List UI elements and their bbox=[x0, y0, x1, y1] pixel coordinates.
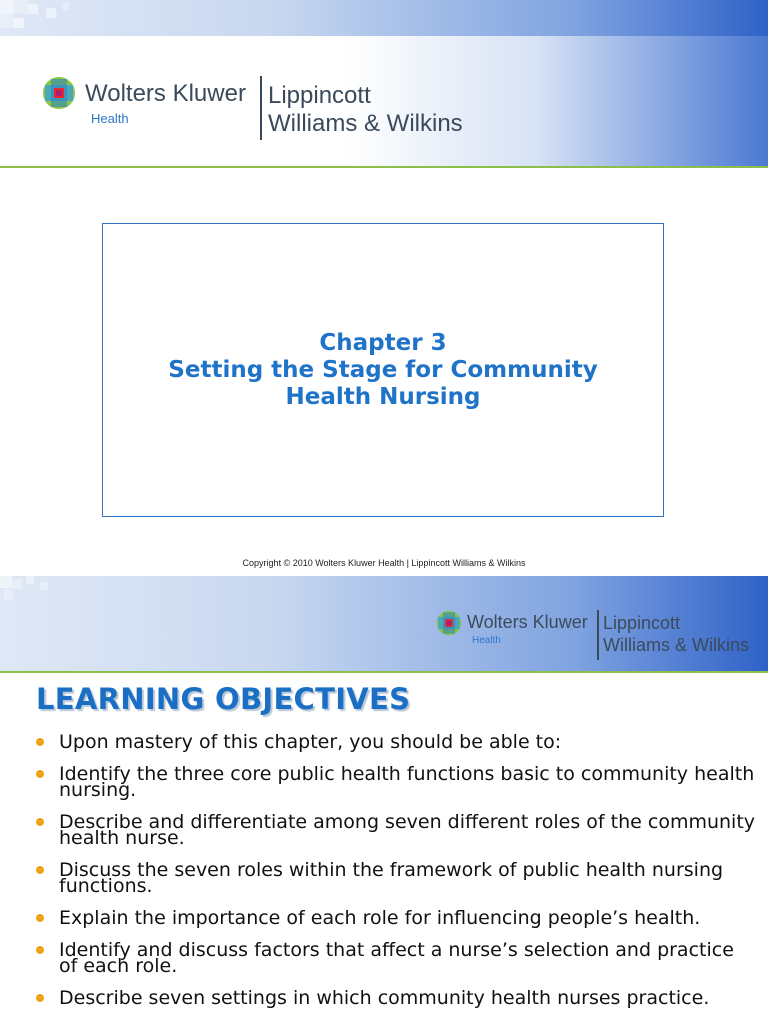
bullet-dot-icon bbox=[36, 946, 44, 954]
bullet-dot-icon bbox=[36, 866, 44, 874]
header-divider bbox=[0, 671, 768, 673]
wolters-kluwer-globe-icon bbox=[42, 76, 76, 110]
logo-divider bbox=[260, 76, 262, 140]
list-item: Describe seven settings in which community health nurses practice. bbox=[36, 990, 756, 1006]
list-item: Identify and discuss factors that affect a nurse’s selection and practice of each role. bbox=[36, 942, 756, 974]
publisher-logo bbox=[42, 76, 502, 146]
bullet-dot-icon bbox=[36, 738, 44, 746]
list-item: Identify the three core public health functions basic to community health nursing. bbox=[36, 766, 756, 798]
list-item: Describe and differentiate among seven different roles of the community health nurse. bbox=[36, 814, 756, 846]
list-item: Discuss the seven roles within the framework of public health nursing functions. bbox=[36, 862, 756, 894]
bullet-dot-icon bbox=[36, 770, 44, 778]
bullet-dot-icon bbox=[36, 818, 44, 826]
imprint-line1: Lippincott bbox=[603, 613, 681, 633]
top-gradient-band bbox=[0, 0, 768, 36]
bullet-dot-icon bbox=[36, 914, 44, 922]
header-divider bbox=[0, 166, 768, 168]
chapter-title-line2: Health Nursing bbox=[285, 383, 481, 410]
objectives-list bbox=[36, 731, 756, 1022]
brand-name: Wolters Kluwer bbox=[467, 612, 588, 632]
imprint-line2: Williams & Wilkins bbox=[268, 110, 463, 137]
chapter-title-box bbox=[102, 223, 664, 517]
list-item: Explain the importance of each role for influencing people’s health. bbox=[36, 910, 756, 926]
logo-divider bbox=[597, 610, 599, 660]
objectives-slide bbox=[0, 576, 768, 1024]
slide-heading: LEARNING OBJECTIVES bbox=[36, 682, 411, 716]
copyright-notice: Copyright © 2010 Wolters Kluwer Health | Lippincott Williams & Wilkins bbox=[242, 558, 526, 568]
wolters-kluwer-globe-icon bbox=[436, 610, 462, 636]
imprint-line1: Lippincott bbox=[268, 82, 371, 109]
bullet-dot-icon bbox=[36, 994, 44, 1002]
list-item: Upon mastery of this chapter, you should be able to: bbox=[36, 734, 756, 750]
publisher-logo bbox=[436, 610, 766, 666]
division-name: Health bbox=[472, 635, 501, 646]
division-name: Health bbox=[91, 111, 129, 126]
chapter-title-line1: Setting the Stage for Community bbox=[168, 356, 598, 383]
chapter-number: Chapter 3 bbox=[319, 329, 447, 356]
brand-name: Wolters Kluwer bbox=[85, 80, 246, 107]
imprint-line2: Williams & Wilkins bbox=[603, 635, 749, 655]
